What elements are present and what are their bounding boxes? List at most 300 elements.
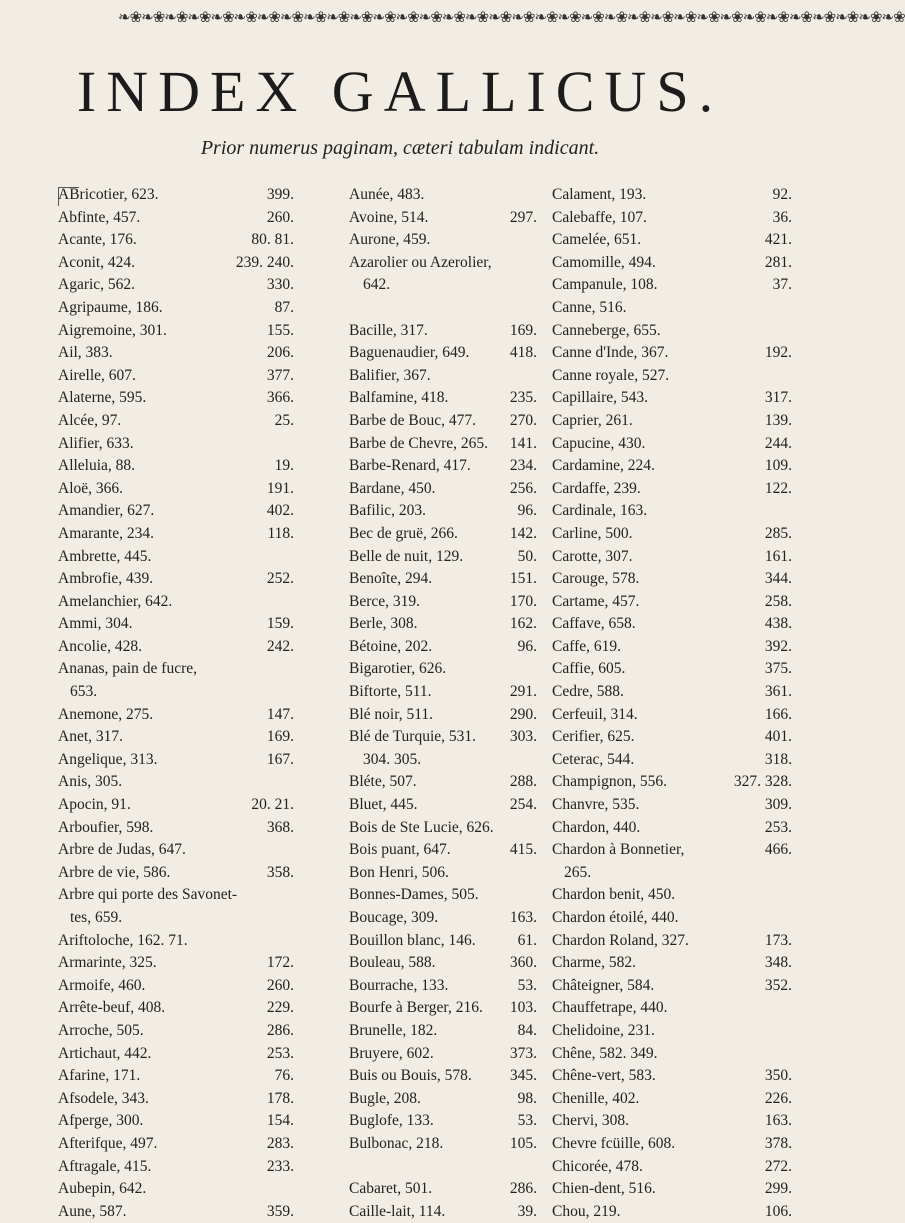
entry-reference: 350. [764, 1067, 792, 1085]
index-entry [58, 862, 348, 885]
entry-term: Aune, 587. [58, 1202, 127, 1220]
entry-term: Canneberge, 655. [552, 321, 661, 339]
index-entry [58, 568, 348, 591]
index-entry [552, 568, 792, 591]
index-entry [349, 658, 537, 681]
entry-reference: 106. [764, 1202, 792, 1220]
entry-term: Caffe, 619. [552, 637, 622, 655]
entry-reference: 233. [266, 1157, 294, 1175]
index-entry [58, 387, 348, 410]
entry-reference: 399. [266, 186, 294, 203]
entry-reference: 253. [266, 1044, 294, 1062]
entry-term: Afsodele, 343. [58, 1089, 149, 1107]
entry-reference: 466. [764, 841, 792, 859]
index-entry [349, 1133, 537, 1156]
entry-term: Canne d'Inde, 367. [552, 344, 669, 362]
entry-reference: 327. 328. [733, 773, 792, 791]
entry-reference: 401. [764, 728, 792, 746]
entry-term: Chardon benit, 450. [552, 886, 676, 904]
entry-term: Caffave, 658. [552, 615, 636, 633]
index-entry [552, 207, 792, 230]
index-entry [552, 817, 792, 840]
entry-term: Alleluia, 88. [58, 457, 136, 475]
index-entry [58, 636, 348, 659]
entry-reference: 161. [764, 547, 792, 565]
entry-term: Cardinale, 163. [552, 502, 648, 520]
entry-term: Berce, 319. [349, 592, 421, 610]
entry-reference: 159. [266, 615, 294, 633]
index-entry [58, 726, 348, 749]
index-entry [552, 952, 792, 975]
index-entry [58, 975, 348, 998]
index-entry [349, 523, 537, 546]
entry-term: Buglofe, 133. [349, 1112, 434, 1130]
entry-reference: 226. [764, 1089, 792, 1107]
entry-term: Canne, 516. [552, 298, 627, 316]
index-entry [552, 274, 792, 297]
entry-term: Chervi, 308. [552, 1112, 630, 1130]
entry-reference: 162. [509, 615, 537, 633]
entry-reference: 103. [509, 999, 537, 1017]
entry-reference: 166. [764, 705, 792, 723]
index-entry [58, 930, 348, 953]
index-entry [58, 681, 348, 704]
entry-reference: 234. [509, 457, 537, 475]
entry-reference: 254. [509, 796, 537, 814]
entry-reference: 348. [764, 954, 792, 972]
entry-term: Alcée, 97. [58, 411, 122, 429]
index-column-middle [349, 184, 537, 1223]
index-entry [349, 1065, 537, 1088]
entry-term: Ambrette, 445. [58, 547, 152, 565]
entry-term: Chardon, 440. [552, 818, 641, 836]
entry-term: Bonnes-Dames, 505. [349, 886, 479, 904]
header-ornament: ❧❀❧❀❧❀❧❀❧❀❧❀❧❀❧❀❧❀❧❀❧❀❧❀❧❀❧❀❧❀❧❀❧❀❧❀❧❀❧❀❧❀❧❀❧❀❧❀❧❀❧❀❧❀❧❀❧❀❧❀❧❀❧❀❧❀❧❀ [118, 8, 905, 26]
entry-term: Bourfe à Berger, 216. [349, 999, 483, 1017]
entry-reference: 25. [274, 411, 294, 429]
entry-reference: 244. [764, 434, 792, 452]
entry-reference: 258. [764, 592, 792, 610]
index-entry [349, 636, 537, 659]
entry-term: Carouge, 578. [552, 570, 640, 588]
index-entry [552, 884, 792, 907]
entry-term: Chardon Roland, 327. [552, 931, 689, 949]
entry-reference: 283. [266, 1134, 294, 1152]
entry-reference: 229. [266, 999, 294, 1017]
entry-term: Arbre de Judas, 647. [58, 841, 186, 859]
index-entry [552, 455, 792, 478]
entry-term: Buis ou Bouis, 578. [349, 1067, 472, 1085]
index-entry [552, 320, 792, 343]
entry-reference: 50. [517, 547, 537, 565]
entry-term: Anemone, 275. [58, 705, 154, 723]
index-entry [58, 704, 348, 727]
index-entry [349, 771, 537, 794]
entry-term: Bouleau, 588. [349, 954, 436, 972]
index-entry [349, 1110, 537, 1133]
entry-reference: 318. [764, 750, 792, 768]
entry-term: Chelidoine, 231. [552, 1021, 655, 1039]
index-entry [58, 207, 348, 230]
entry-term: Armoife, 460. [58, 976, 146, 994]
entry-reference: 418. [509, 344, 537, 362]
index-entry [58, 274, 348, 297]
entry-term: Cedre, 588. [552, 683, 624, 701]
entry-reference: 286. [266, 1021, 294, 1039]
entry-term: Ceterac, 544. [552, 750, 635, 768]
entry-term: Caille-lait, 114. [349, 1202, 446, 1220]
entry-term: Barbe-Renard, 417. [349, 457, 471, 475]
page-title: INDEX GALLICUS. [76, 59, 724, 124]
entry-reference: 61. [517, 931, 537, 949]
entry-reference: 358. [266, 863, 294, 881]
entry-term: Chicorée, 478. [552, 1157, 643, 1175]
index-entry [349, 184, 537, 207]
entry-term: Arbre de vie, 586. [58, 863, 171, 881]
entry-term: Aigremoine, 301. [58, 321, 167, 339]
index-entry [349, 1020, 537, 1043]
index-entry [349, 568, 537, 591]
entry-term: Caffie, 605. [552, 660, 626, 678]
entry-term: Ancolie, 428. [58, 637, 142, 655]
entry-term: Cerfeuil, 314. [552, 705, 638, 723]
index-entry [349, 500, 537, 523]
entry-reference: 80. 81. [251, 231, 294, 249]
entry-term: Caprier, 261. [552, 411, 633, 429]
entry-term: Carotte, 307. [552, 547, 633, 565]
index-entry [58, 1110, 348, 1133]
entry-reference: 105. [509, 1134, 537, 1152]
entry-term: Blé noir, 511. [349, 705, 434, 723]
entry-reference: 170. [509, 592, 537, 610]
index-entry [58, 478, 348, 501]
index-entry [349, 817, 537, 840]
index-entry [552, 365, 792, 388]
index-entry [552, 1156, 792, 1179]
entry-term: ABricotier, 623. [58, 186, 159, 203]
entry-term: Acante, 176. [58, 231, 137, 249]
entry-reference: 253. [764, 818, 792, 836]
index-entry [349, 907, 537, 930]
index-entry [552, 1065, 792, 1088]
entry-reference: 344. [764, 570, 792, 588]
entry-reference: 360. [509, 954, 537, 972]
entry-reference: 299. [764, 1180, 792, 1198]
index-entry [552, 1110, 792, 1133]
entry-reference: 377. [266, 366, 294, 384]
entry-reference: 139. [764, 411, 792, 429]
entry-reference: 288. [509, 773, 537, 791]
entry-term: Champignon, 556. [552, 773, 667, 791]
entry-reference: 163. [509, 909, 537, 926]
index-entry [58, 839, 348, 862]
entry-term: Aurone, 459. [349, 231, 431, 249]
entry-reference: 141. [509, 434, 537, 452]
entry-term: Agripaume, 186. [58, 298, 163, 316]
index-entry [552, 184, 792, 207]
entry-reference: 317. [764, 389, 792, 407]
entry-term: Chêne-vert, 583. [552, 1067, 656, 1085]
entry-reference: 242. [266, 637, 294, 655]
entry-term: Boucage, 309. [349, 909, 439, 926]
entry-term: Cardamine, 224. [552, 457, 655, 475]
entry-term: Cabaret, 501. [349, 1180, 433, 1198]
entry-reference: 172. [266, 954, 294, 972]
entry-term: Bugle, 208. [349, 1089, 421, 1107]
index-entry [552, 907, 792, 930]
entry-term: Chou, 219. [552, 1202, 621, 1220]
index-entry [552, 387, 792, 410]
entry-term: Bacille, 317. [349, 321, 428, 339]
entry-term: Brunelle, 182. [349, 1021, 438, 1039]
index-entry [58, 749, 348, 772]
entry-reference: 252. [266, 570, 294, 588]
index-entry [552, 862, 792, 885]
entry-term: Artichaut, 442. [58, 1044, 152, 1062]
entry-term: Cerifier, 625. [552, 728, 635, 746]
entry-term: Bluet, 445. [349, 796, 418, 814]
entry-reference: 191. [266, 479, 294, 497]
entry-reference: 373. [509, 1044, 537, 1062]
index-entry [552, 591, 792, 614]
index-entry [552, 433, 792, 456]
entry-term: Bon Henri, 506. [349, 863, 449, 881]
index-entry [349, 387, 537, 410]
entry-reference: 36. [772, 208, 792, 226]
entry-term: Bétoine, 202. [349, 637, 433, 655]
index-entry [58, 320, 348, 343]
index-column-left [58, 184, 348, 1223]
entry-reference: 352. [764, 976, 792, 994]
index-entry [552, 839, 792, 862]
index-entry [552, 1201, 792, 1223]
entry-reference: 438. [764, 615, 792, 633]
index-entry [349, 613, 537, 636]
entry-reference: 309. [764, 796, 792, 814]
index-entry [58, 1201, 348, 1223]
entry-reference: 53. [517, 976, 537, 994]
entry-reference: 92. [772, 186, 792, 203]
entry-term: Bulbonac, 218. [349, 1134, 444, 1152]
entry-reference: 154. [266, 1112, 294, 1130]
entry-term: Bourrache, 133. [349, 976, 449, 994]
entry-term: 304. 305. [363, 750, 422, 768]
entry-term: Amelanchier, 642. [58, 592, 173, 610]
entry-term: Arroche, 505. [58, 1021, 144, 1039]
index-entry [552, 297, 792, 320]
index-entry [349, 975, 537, 998]
index-entry [552, 658, 792, 681]
entry-term: Angelique, 313. [58, 750, 158, 768]
entry-term: Chevre fcüille, 608. [552, 1134, 676, 1152]
entry-reference: 147. [266, 705, 294, 723]
entry-reference: 163. [764, 1112, 792, 1130]
entry-term: Calament, 193. [552, 186, 647, 203]
entry-reference: 281. [764, 253, 792, 271]
index-entry [552, 975, 792, 998]
entry-term: Bois puant, 647. [349, 841, 451, 859]
index-entry [349, 207, 537, 230]
index-entry [58, 1088, 348, 1111]
entry-term: Belle de nuit, 129. [349, 547, 464, 565]
entry-reference: 96. [517, 637, 537, 655]
entry-term: Chanvre, 535. [552, 796, 640, 814]
index-entry [349, 1156, 537, 1179]
entry-reference: 359. [266, 1202, 294, 1220]
index-entry [349, 342, 537, 365]
index-entry [349, 704, 537, 727]
index-entry [552, 636, 792, 659]
index-entry [58, 184, 348, 207]
index-entry [552, 726, 792, 749]
index-entry [58, 613, 348, 636]
index-entry [349, 365, 537, 388]
index-entry [58, 907, 348, 930]
index-entry [552, 613, 792, 636]
entry-reference: 142. [509, 524, 537, 542]
entry-term: Cartame, 457. [552, 592, 640, 610]
index-entry [58, 771, 348, 794]
entry-term: Aftragale, 415. [58, 1157, 152, 1175]
entry-term: Cardaffe, 239. [552, 479, 641, 497]
index-entry [349, 794, 537, 817]
entry-term: Camelée, 651. [552, 231, 642, 249]
entry-reference: 53. [517, 1112, 537, 1130]
index-entry [349, 726, 537, 749]
index-entry [58, 500, 348, 523]
index-entry [58, 252, 348, 275]
entry-term: Ammi, 304. [58, 615, 133, 633]
entry-term: 265. [564, 863, 592, 881]
entry-reference: 345. [509, 1067, 537, 1085]
entry-term: Chenille, 402. [552, 1089, 640, 1107]
index-entry [58, 658, 348, 681]
index-entry [552, 252, 792, 275]
entry-reference: 291. [509, 683, 537, 701]
entry-term: Anet, 317. [58, 728, 124, 746]
entry-term: Afterifque, 497. [58, 1134, 158, 1152]
index-entry [349, 320, 537, 343]
index-entry [349, 997, 537, 1020]
entry-term: Aconit, 424. [58, 253, 136, 271]
entry-reference: 151. [509, 570, 537, 588]
entry-term: Baguenaudier, 649. [349, 344, 470, 362]
entry-term: Bigarotier, 626. [349, 660, 447, 678]
entry-term: Amandier, 627. [58, 502, 155, 520]
index-entry [349, 1201, 537, 1223]
entry-reference: 192. [764, 344, 792, 362]
index-entry [349, 1088, 537, 1111]
index-entry [349, 839, 537, 862]
entry-term: Aloë, 366. [58, 479, 124, 497]
entry-term: Barbe de Chevre, 265. [349, 434, 489, 452]
index-entry [349, 862, 537, 885]
entry-term: Canne royale, 527. [552, 366, 670, 384]
index-entry [552, 749, 792, 772]
entry-term: Calebaffe, 107. [552, 208, 647, 226]
entry-term: Balfamine, 418. [349, 389, 449, 407]
entry-reference: 235. [509, 389, 537, 407]
entry-reference: 286. [509, 1180, 537, 1198]
index-entry [58, 1178, 348, 1201]
entry-reference: 169. [266, 728, 294, 746]
entry-term: Bardane, 450. [349, 479, 436, 497]
index-entry [349, 274, 537, 297]
entry-term: Armarinte, 325. [58, 954, 157, 972]
index-entry [58, 952, 348, 975]
entry-reference: 402. [266, 502, 294, 520]
entry-reference: 421. [764, 231, 792, 249]
index-entry [349, 410, 537, 433]
entry-term: Benoîte, 294. [349, 570, 433, 588]
index-column-right [552, 184, 792, 1223]
entry-reference: 96. [517, 502, 537, 520]
entry-reference: 206. [266, 344, 294, 362]
entry-term: Arbre qui porte des Savonet- [58, 886, 238, 904]
index-entry [58, 1020, 348, 1043]
entry-term: Ariftoloche, 162. 71. [58, 931, 188, 949]
entry-term: Bouillon blanc, 146. [349, 931, 476, 949]
entry-term: Ail, 383. [58, 344, 113, 362]
entry-reference: 256. [509, 479, 537, 497]
entry-term: Chien-dent, 516. [552, 1180, 656, 1198]
entry-term: Apocin, 91. [58, 796, 131, 814]
index-entry [552, 546, 792, 569]
index-entry [58, 229, 348, 252]
entry-reference: 415. [509, 841, 537, 859]
entry-term: Ambrofie, 439. [58, 570, 154, 588]
index-entry [552, 500, 792, 523]
index-entry [552, 410, 792, 433]
entry-term: Abfinte, 457. [58, 208, 141, 226]
entry-reference: 178. [266, 1089, 294, 1107]
index-entry [349, 930, 537, 953]
entry-reference: 368. [266, 818, 294, 836]
index-entry [552, 1088, 792, 1111]
entry-term: Camomille, 494. [552, 253, 656, 271]
index-entry [349, 749, 537, 772]
entry-term: Bruyere, 602. [349, 1044, 434, 1062]
entry-term: Barbe de Bouc, 477. [349, 411, 476, 429]
index-entry [552, 771, 792, 794]
entry-reference: 76. [274, 1067, 294, 1085]
entry-term: Bléte, 507. [349, 773, 417, 791]
entry-reference: 173. [764, 931, 792, 949]
entry-term: Chardon étoilé, 440. [552, 909, 679, 926]
entry-term: Chauffetrape, 440. [552, 999, 668, 1017]
entry-term: Aunée, 483. [349, 186, 425, 203]
entry-term: Chêne, 582. 349. [552, 1044, 658, 1062]
index-entry [349, 884, 537, 907]
entry-term: Bec de gruë, 266. [349, 524, 458, 542]
index-entry [58, 410, 348, 433]
index-entry [58, 546, 348, 569]
index-entry [552, 930, 792, 953]
index-entry [58, 817, 348, 840]
entry-term: Carline, 500. [552, 524, 633, 542]
index-entry [349, 455, 537, 478]
index-entry [58, 523, 348, 546]
index-entry [552, 997, 792, 1020]
entry-reference: 375. [764, 660, 792, 678]
index-entry [349, 546, 537, 569]
index-entry [58, 794, 348, 817]
entry-term: Charme, 582. [552, 954, 636, 972]
entry-term: Azarolier ou Azerolier, [349, 253, 492, 271]
entry-term: Arrête-beuf, 408. [58, 999, 166, 1017]
entry-reference: 378. [764, 1134, 792, 1152]
entry-reference: 303. [509, 728, 537, 746]
